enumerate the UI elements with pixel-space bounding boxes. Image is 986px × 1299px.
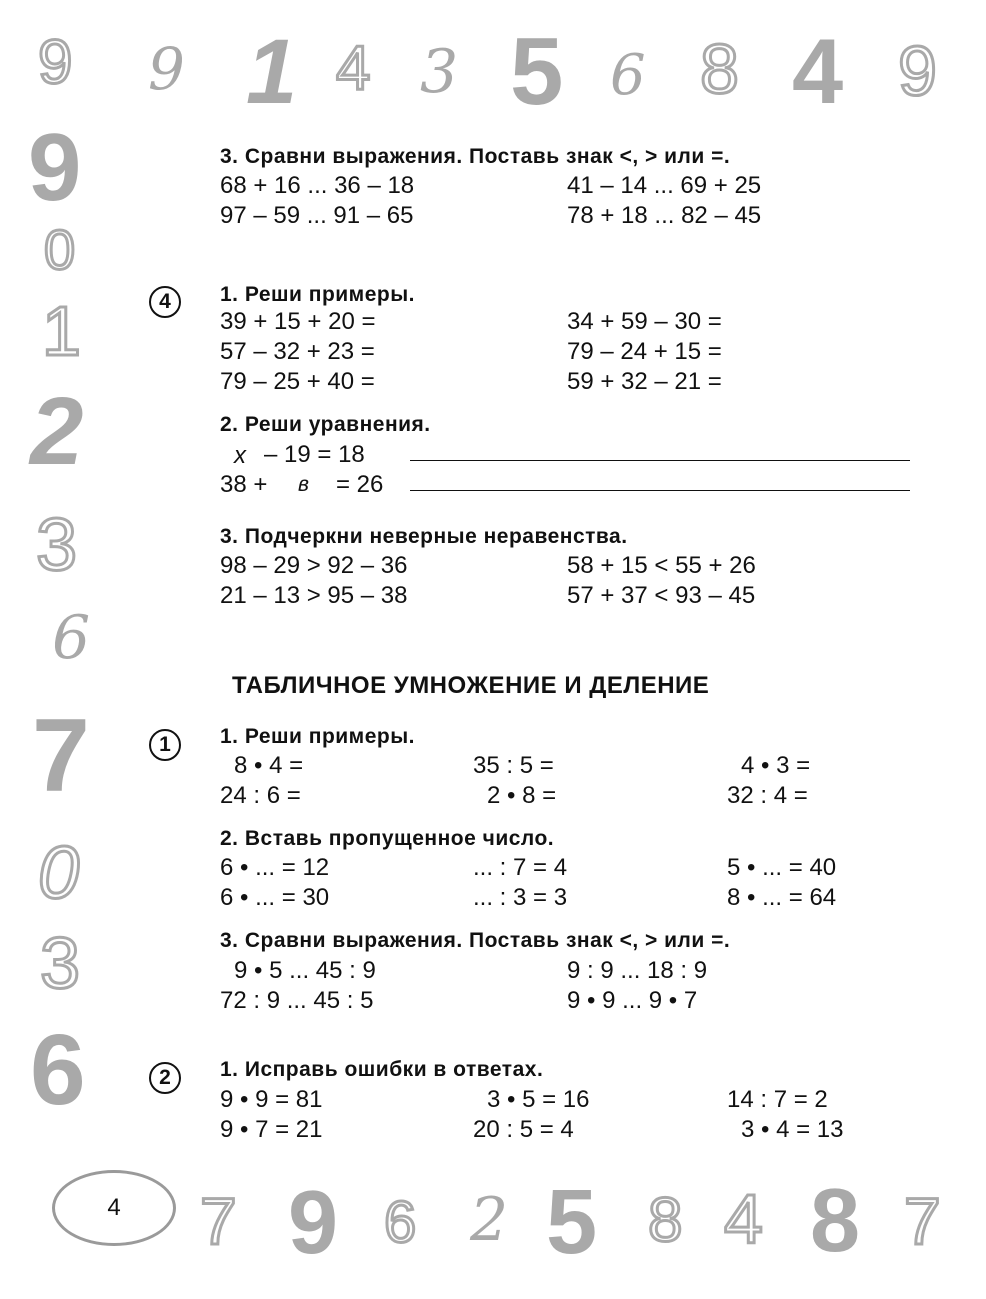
expression: 78 + 18 ... 82 – 45 — [567, 202, 762, 229]
expression: 8 • 4 = — [234, 752, 304, 779]
decor-digit: 2 — [30, 378, 84, 485]
decor-digit: 3 — [36, 503, 78, 586]
expression: 9 • 9 = 81 — [220, 1086, 323, 1113]
decor-digit: 7 — [32, 698, 90, 814]
expression: 6 • ... = 12 — [220, 854, 330, 881]
task-heading: 1. Реши примеры. — [220, 725, 415, 748]
expression: 39 + 15 + 20 = — [220, 308, 376, 335]
expression: 20 : 5 = 4 — [473, 1116, 574, 1143]
decor-digit: 0 — [38, 831, 80, 914]
expression: 35 : 5 = — [473, 752, 554, 779]
expression: 5 • ... = 40 — [727, 854, 837, 881]
expression: 6 • ... = 30 — [220, 884, 330, 911]
expression: 14 : 7 = 2 — [727, 1086, 828, 1113]
task-heading: 1. Реши примеры. — [220, 283, 415, 306]
expression: 72 : 9 ... 45 : 5 — [220, 987, 374, 1014]
task-heading: 1. Исправь ошибки в ответах. — [220, 1058, 544, 1081]
expression: 2 • 8 = — [487, 782, 557, 809]
expression: 3 • 5 = 16 — [487, 1086, 590, 1113]
decor-digit: 8 — [648, 1186, 683, 1255]
expression: 79 – 25 + 40 = — [220, 368, 375, 395]
decor-digit: 4 — [724, 1180, 763, 1258]
decor-digit: 6 — [52, 603, 91, 673]
decor-digit: 7 — [904, 1184, 941, 1258]
answer-line[interactable] — [410, 490, 910, 491]
expression: 34 + 59 – 30 = — [567, 308, 722, 335]
inequality: 57 + 37 < 93 – 45 — [567, 582, 756, 609]
expression: 8 • ... = 64 — [727, 884, 837, 911]
expression: ... : 7 = 4 — [473, 854, 568, 881]
expression: 97 – 59 ... 91 – 65 — [220, 202, 414, 229]
decor-digit: 3 — [420, 37, 459, 107]
expression: 59 + 32 – 21 = — [567, 368, 722, 395]
expression: 32 : 4 = — [727, 782, 808, 809]
page-number — [52, 1170, 176, 1246]
decor-digit: 7 — [200, 1184, 237, 1258]
decor-digit: 8 — [700, 30, 739, 108]
expression: 3 • 4 = 13 — [741, 1116, 844, 1143]
expression: 9 • 5 ... 45 : 9 — [234, 957, 376, 984]
decor-digit: 4 — [792, 21, 844, 123]
task-heading: 3. Сравни выражения. Поставь знак <, > или =. — [220, 929, 731, 952]
equation: – 19 = 18 — [264, 441, 365, 468]
page-number-text: 4 — [107, 1194, 121, 1221]
decor-digit: 1 — [42, 292, 81, 370]
expression: 9 • 9 ... 9 • 7 — [567, 987, 698, 1014]
decor-digit: 6 — [30, 1014, 86, 1126]
inequality: 58 + 15 < 55 + 26 — [567, 552, 756, 579]
section-number-badge: 2 — [149, 1062, 181, 1094]
expression: 68 + 16 ... 36 – 18 — [220, 172, 415, 199]
expression: 57 – 32 + 23 = — [220, 338, 375, 365]
decor-digit: 5 — [546, 1171, 598, 1273]
expression: 9 • 7 = 21 — [220, 1116, 323, 1143]
answer-line[interactable] — [410, 460, 910, 461]
decor-digit: 4 — [336, 34, 371, 103]
task-heading: 3. Подчеркни неверные неравенства. — [220, 525, 628, 548]
decor-digit: 5 — [510, 18, 564, 125]
decor-digit: 9 — [28, 114, 82, 221]
decor-digit: 0 — [44, 218, 76, 281]
decor-digit: 6 — [384, 1190, 417, 1255]
decor-digit: 1 — [246, 21, 298, 123]
decor-digit: 2 — [470, 1185, 509, 1255]
inequality: 21 – 13 > 95 – 38 — [220, 582, 408, 609]
decor-digit: 8 — [810, 1171, 861, 1271]
decor-digit: 9 — [38, 28, 73, 97]
expression: 41 – 14 ... 69 + 25 — [567, 172, 762, 199]
decor-digit: 3 — [40, 924, 81, 1004]
decor-digit: 9 — [288, 1173, 339, 1273]
decor-digit: 9 — [898, 32, 937, 110]
decor-digit: 9 — [148, 35, 185, 103]
section-number-badge: 1 — [149, 729, 181, 761]
equation: 38 + — [220, 471, 268, 498]
inequality: 98 – 29 > 92 – 36 — [220, 552, 408, 579]
equation-variable: в — [298, 473, 309, 496]
task-heading: 3. Сравни выражения. Поставь знак <, > или =. — [220, 145, 731, 168]
section-title: ТАБЛИЧНОЕ УМНОЖЕНИЕ И ДЕЛЕНИЕ — [232, 672, 710, 699]
equation: = 26 — [336, 471, 384, 498]
expression: 79 – 24 + 15 = — [567, 338, 722, 365]
expression: 4 • 3 = — [741, 752, 811, 779]
equation-variable: x — [234, 442, 246, 469]
expression: ... : 3 = 3 — [473, 884, 568, 911]
section-number-badge: 4 — [149, 286, 181, 318]
expression: 9 : 9 ... 18 : 9 — [567, 957, 708, 984]
decor-digit: 6 — [610, 43, 646, 108]
task-heading: 2. Реши уравнения. — [220, 413, 431, 436]
expression: 24 : 6 = — [220, 782, 301, 809]
task-heading: 2. Вставь пропущенное число. — [220, 827, 555, 850]
